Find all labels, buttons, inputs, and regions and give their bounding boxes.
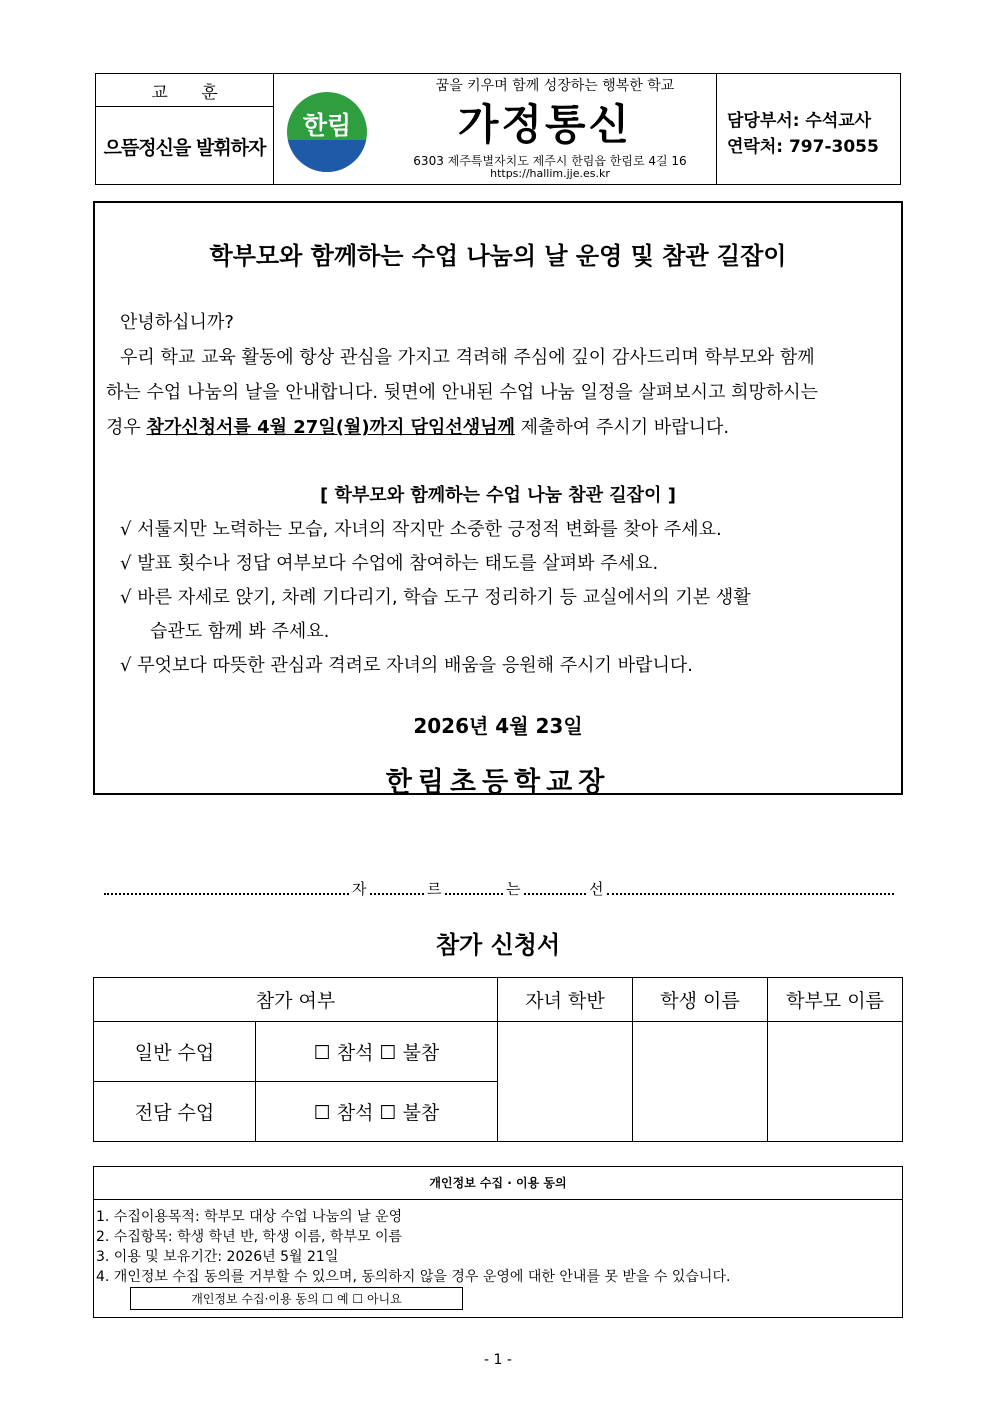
guide-item: √ 서툴지만 노력하는 모습, 자녀의 작지만 소중한 긍정적 변화를 찾아 주세요. <box>120 519 722 540</box>
cut-dots <box>104 893 349 895</box>
col-attend: 참가 여부 <box>94 978 498 1022</box>
body-line-3-pre: 경우 <box>106 417 147 438</box>
row-specialist: 전담 수업 <box>94 1082 256 1142</box>
guide-item: √ 발표 횟수나 정답 여부보다 수업에 참여하는 태도를 살펴봐 주세요. <box>120 553 659 574</box>
school-logo <box>287 92 367 172</box>
consent-title: 개인정보 수집 · 이용 동의 <box>94 1167 902 1200</box>
form-title: 참가 신청서 <box>435 931 561 959</box>
cut-dots <box>607 893 894 895</box>
cut-char: 자 <box>352 880 367 898</box>
consent-line: 3. 이용 및 보유기간: 2026년 5월 21일 <box>96 1249 339 1265</box>
student-name-input[interactable] <box>633 1022 768 1142</box>
school-address: 6303 제주특별자치도 제주시 한림읍 한림로 4길 16 <box>413 154 687 168</box>
attend-options-general[interactable]: ☐ 참석 ☐ 불참 <box>256 1022 498 1082</box>
page-number: - 1 - <box>484 1352 512 1368</box>
col-class: 자녀 학반 <box>498 978 633 1022</box>
cut-dots <box>370 893 424 895</box>
body-line-1: 우리 학교 교육 활동에 항상 관심을 가지고 격려해 주심에 깊이 감사드리며 학부모와 함께 <box>120 347 815 368</box>
parent-name-input[interactable] <box>768 1022 903 1142</box>
consent-line: 4. 개인정보 수집 동의를 거부할 수 있으며, 동의하지 않을 경우 운영에 대한 안내를 못 받을 수 있습니다. <box>96 1269 731 1285</box>
consent-line: 2. 수집항목: 학생 학년 반, 학생 이름, 학부모 이름 <box>96 1229 403 1245</box>
contact-cell <box>716 74 901 184</box>
page-title: 가정통신 <box>457 100 633 149</box>
guide-item: √ 바른 자세로 앉기, 차례 기다리기, 학습 도구 정리하기 등 교실에서의 기본 생활 <box>120 587 751 608</box>
notice-date: 2026년 4월 23일 <box>413 714 583 738</box>
consent-agree-checkbox[interactable]: 개인정보 수집·이용 동의 ☐ 예 ☐ 아니요 <box>130 1287 463 1310</box>
school-url: https://hallim.jje.es.kr <box>490 167 610 180</box>
dept-text: 담당부서: 수석교사 <box>727 111 872 131</box>
guide-title: [ 학부모와 함께하는 수업 나눔 참관 길잡이 ] <box>320 485 676 506</box>
application-table <box>93 977 903 1142</box>
motto-label: 교 훈 <box>96 74 273 107</box>
cut-line <box>104 880 894 896</box>
col-student: 학생 이름 <box>633 978 768 1022</box>
contact-text: 연락처: 797-3055 <box>727 137 879 157</box>
cut-dots <box>445 893 503 895</box>
col-parent: 학부모 이름 <box>768 978 903 1022</box>
row-general: 일반 수업 <box>94 1022 256 1082</box>
guide-item-cont: 습관도 함께 봐 주세요. <box>150 621 330 642</box>
deadline-emphasis: 참가신청서를 4월 27일(월)까지 담임선생님께 <box>146 417 515 438</box>
greeting: 안녕하십니까? <box>120 312 234 333</box>
motto-text: 으뜸정신을 발휘하자 <box>103 136 266 159</box>
slogan: 꿈을 키우며 함께 성장하는 행복한 학교 <box>435 78 675 94</box>
attend-options-specialist[interactable]: ☐ 참석 ☐ 불참 <box>256 1082 498 1142</box>
consent-line: 1. 수집이용목적: 학부모 대상 수업 나눔의 날 운영 <box>96 1209 403 1225</box>
notice-title: 학부모와 함께하는 수업 나눔의 날 운영 및 참관 길잡이 <box>209 242 787 270</box>
body-line-2: 하는 수업 나눔의 날을 안내합니다. 뒷면에 안내된 수업 나눔 일정을 살펴보시고 희망하시는 <box>106 382 819 403</box>
body-line-3 <box>106 413 729 439</box>
cut-char: 는 <box>506 880 521 898</box>
logo-text: 한림 <box>302 111 352 140</box>
cut-dots <box>524 893 586 895</box>
class-input[interactable] <box>498 1022 633 1142</box>
body-line-3-post: 제출하여 주시기 바랍니다. <box>514 417 730 438</box>
logo-wave <box>287 140 367 172</box>
cut-char: 선 <box>589 880 604 898</box>
principal-signature: 한림초등학교장 <box>385 767 611 798</box>
cut-char: 르 <box>427 880 442 898</box>
guide-item: √ 무엇보다 따뜻한 관심과 격려로 자녀의 배움을 응원해 주시기 바랍니다. <box>120 655 693 676</box>
motto-cell <box>96 74 274 184</box>
